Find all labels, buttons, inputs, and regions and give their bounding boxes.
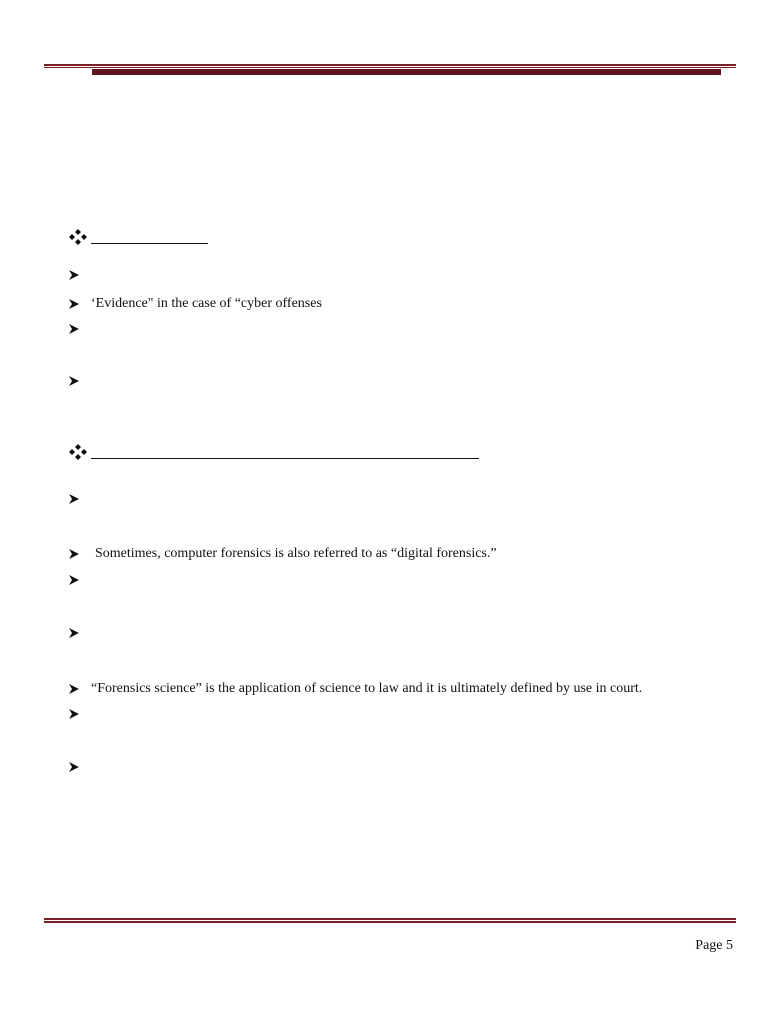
footer-rule-1 — [44, 918, 736, 920]
arrow-bullet-icon — [69, 628, 79, 638]
list-item-text: “Forensics science” is the application of science to law and it is ultimately defined by use in court. — [91, 681, 643, 696]
diamond-bullet-icon — [69, 229, 87, 245]
list-item — [69, 546, 497, 562]
list-item — [69, 762, 91, 772]
arrow-bullet-icon — [69, 684, 79, 694]
list-item — [69, 296, 322, 312]
list-item-text: ‘Evidence" in the case of “cyber offenses — [91, 296, 322, 311]
list-item — [69, 270, 91, 280]
list-item-text: Sometimes, computer forensics is also referred to as “digital forensics.” — [95, 546, 497, 561]
arrow-bullet-icon — [69, 299, 79, 309]
list-item — [69, 709, 91, 719]
header-rule-thin — [44, 64, 736, 66]
list-item — [69, 628, 91, 638]
arrow-bullet-icon — [69, 762, 79, 772]
arrow-bullet-icon — [69, 324, 79, 334]
list-item — [69, 494, 91, 504]
arrow-bullet-icon — [69, 709, 79, 719]
arrow-bullet-icon — [69, 270, 79, 280]
section-1-heading — [69, 229, 208, 245]
list-item — [69, 324, 91, 334]
list-item — [69, 681, 642, 697]
header-rule-thick — [92, 69, 721, 75]
arrow-bullet-icon — [69, 549, 79, 559]
section-1-heading-underline — [91, 243, 208, 244]
header-rule-thin-2 — [44, 67, 736, 68]
list-item — [69, 376, 91, 386]
section-2-heading-underline — [91, 458, 479, 459]
list-item — [69, 575, 91, 585]
page-number: Page 5 — [695, 938, 733, 953]
arrow-bullet-icon — [69, 575, 79, 585]
footer-rule-2 — [44, 921, 736, 923]
arrow-bullet-icon — [69, 494, 79, 504]
section-2-heading — [69, 444, 479, 460]
diamond-bullet-icon — [69, 444, 87, 460]
arrow-bullet-icon — [69, 376, 79, 386]
